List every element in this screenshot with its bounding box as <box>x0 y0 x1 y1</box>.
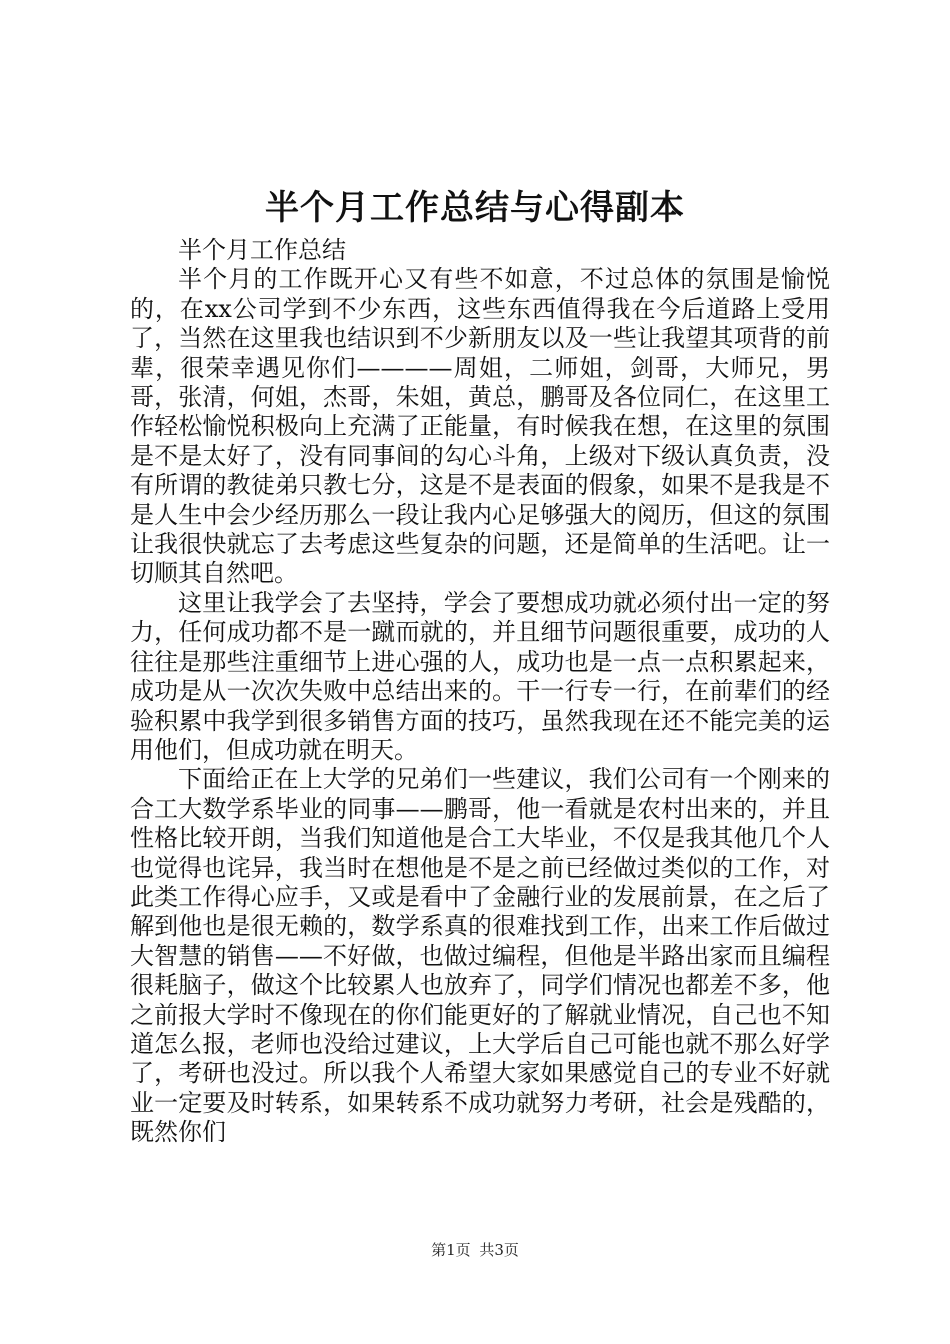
paragraph-3: 下面给正在上大学的兄弟们一些建议，我们公司有一个刚来的合工大数学系毕业的同事——鹏哥，他一看就是农村出来的，并且性格比较开朗，当我们知道他是合工大毕业，不仅是我其他几个人也觉得也诧异，我当时在想他是不是之前已经做过类似的工作，对此类工作得心应手，又或是看中了金融行业的发展前景，在之后了解到他也是很无赖的，数学系真的很难找到工作，出来工作后做过大智慧的销售——不好做，也做过编程，但他是半路出家而且编程很耗脑子，做这个比较累人也放弃了，同学们情况也都差不多，他之前报大学时不像现在的你们能更好的了解就业情况，自己也不知道怎么报，老师也没给过建议，上大学后自己可能也就不那么好学了，考研也没过。所以我个人希望大家如果感觉自己的专业不好就业一定要及时转系，如果转系不成功就努力考研，社会是残酷的，既然你们 <box>130 765 830 1147</box>
document-title: 半个月工作总结与心得副本 <box>265 188 685 228</box>
page-number: 第1页 <box>431 1241 471 1259</box>
paragraph-1: 半个月的工作既开心又有些不如意，不过总体的氛围是愉悦的，在xx公司学到不少东西，这些东西值得我在今后道路上受用了，当然在这里我也结识到不少新朋友以及一些让我望其项背的前辈，很荣幸遇见你们————周姐，二师姐，剑哥，大师兄，男哥，张清，何姐，杰哥，朱姐，黄总，鹏哥及各位同仁，在这里工作轻松愉悦积极向上充满了正能量，有时候我在想，在这里的氛围是不是太好了，没有同事间的勾心斗角，上级对下级认真负责，没有所谓的教徒弟只教七分，这是不是表面的假象，如果不是我是不是人生中会少经历那么一段让我内心足够强大的阅历，但这的氛围让我很快就忘了去考虑这些复杂的问题，还是简单的生活吧。让一切顺其自然吧。 <box>130 265 830 588</box>
paragraph-2: 这里让我学会了去坚持，学会了要想成功就必须付出一定的努力，任何成功都不是一蹴而就的，并且细节问题很重要，成功的人往往是那些注重细节上进心强的人，成功也是一点一点积累起来，成功是从一次次失败中总结出来的。干一行专一行，在前辈们的经验积累中我学到很多销售方面的技巧，虽然我现在还不能完美的运用他们，但成功就在明天。 <box>130 588 830 764</box>
page-total: 共3页 <box>479 1241 519 1259</box>
section-heading: 半个月工作总结 <box>178 236 346 264</box>
document-body <box>130 236 830 1148</box>
page-footer <box>0 1240 950 1260</box>
